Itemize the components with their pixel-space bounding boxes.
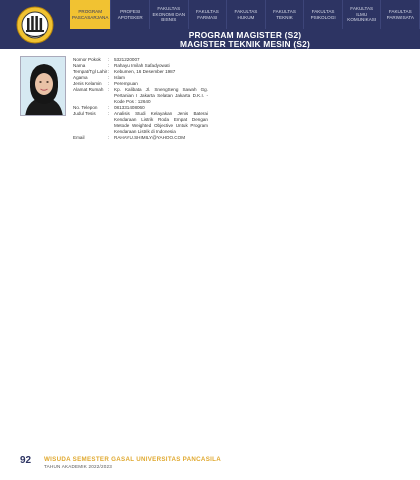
faculty-nav [70, 0, 420, 29]
profile-sep: : [108, 75, 110, 80]
profile-sep: : [108, 105, 110, 110]
nav-item-6[interactable] [304, 0, 343, 29]
profile-value: Islam [114, 75, 125, 80]
profile-label: Email [73, 135, 85, 140]
graduate-profile [73, 57, 208, 141]
portrait-image [21, 57, 66, 116]
profile-label: Agama [73, 75, 88, 80]
nav-item-label: FAKULTAS TEKNIK [273, 9, 296, 20]
profile-label: Tempat/Tgl Lahir [73, 69, 108, 74]
profile-sep: : [108, 63, 110, 68]
profile-sep: : [108, 57, 110, 62]
profile-sep: : [108, 111, 110, 116]
nav-item-2[interactable] [150, 0, 189, 29]
profile-sep: : [108, 81, 110, 86]
profile-label: Judul Tesis [73, 111, 96, 116]
nav-item-label: PROGRAM PASCASARJANA [72, 9, 109, 20]
profile-value: 5321220007 [114, 57, 140, 62]
nav-item-4[interactable] [227, 0, 266, 29]
nav-item-7[interactable] [343, 0, 382, 29]
profile-label: Jenis Kelamin [73, 81, 102, 86]
university-logo [0, 0, 70, 49]
graduate-photo [20, 56, 66, 116]
nav-item-1[interactable] [111, 0, 150, 29]
nav-item-label: PROFESI APOTEKER [117, 9, 143, 20]
profile-row [73, 111, 208, 135]
profile-value: Perempuan [114, 81, 138, 86]
nav-item-0[interactable] [70, 0, 111, 29]
nav-item-label: FAKULTAS PSIKOLOGI [310, 9, 336, 20]
nav-item-5[interactable] [266, 0, 305, 29]
profile-value: RAHAYU.SHIMILY@YAHOO.COM [114, 135, 186, 140]
profile-value: Kp. Kalibata Jl. SnengSeng Sawah Gg. Pertanian I Jakarta Selatan Jakarta D.K.I. - Kode Pos : 12640 [114, 87, 208, 104]
nav-item-8[interactable] [381, 0, 420, 29]
nav-item-label: FAKULTAS PARIWISATA [386, 9, 414, 20]
footer-title: WISUDA SEMESTER GASAL UNIVERSITAS PANCASILA [44, 456, 221, 463]
nav-item-3[interactable] [189, 0, 228, 29]
profile-value: Analisis Studi Kelayakan Jenis Baterai Kendaraan Listrik Roda Empat Dengan Metode Weighted Objective Untuk Program Kendaraan Listrik di Indonesia [114, 111, 208, 134]
profile-sep: : [108, 87, 110, 92]
profile-value: Rahayu Imilah Safadyowati [114, 63, 170, 68]
page-number: 92 [20, 455, 32, 466]
profile-label: Alamat Rumah [73, 87, 104, 92]
profile-sep: : [108, 135, 110, 140]
program-title [70, 29, 420, 49]
nav-item-label: FAKULTAS FARMASI [195, 9, 219, 20]
university-crest-icon [15, 4, 55, 46]
profile-row [73, 135, 208, 141]
program-title-line1: PROGRAM MAGISTER (S2) [188, 29, 302, 40]
profile-row [73, 87, 208, 105]
profile-label: Nama [73, 63, 86, 68]
profile-label: Nomor Pokok [73, 57, 101, 62]
nav-item-label: FAKULTAS ILMU KOMUNIKASI [347, 6, 377, 23]
profile-value: Kebumen, 16 Desember 1987 [114, 69, 176, 74]
profile-sep: : [108, 69, 110, 74]
profile-label: No. Telepon [73, 105, 98, 110]
profile-value: 081331408060 [114, 105, 145, 110]
nav-item-label: FAKULTAS EKONOMI DAN BISNIS [152, 6, 186, 23]
footer-subtitle: TAHUN AKADEMIK 2022/2023 [44, 464, 113, 469]
program-title-line2: MAGISTER TEKNIK MESIN (S2) [180, 38, 310, 49]
nav-item-label: FAKULTAS HUKUM [234, 9, 258, 20]
